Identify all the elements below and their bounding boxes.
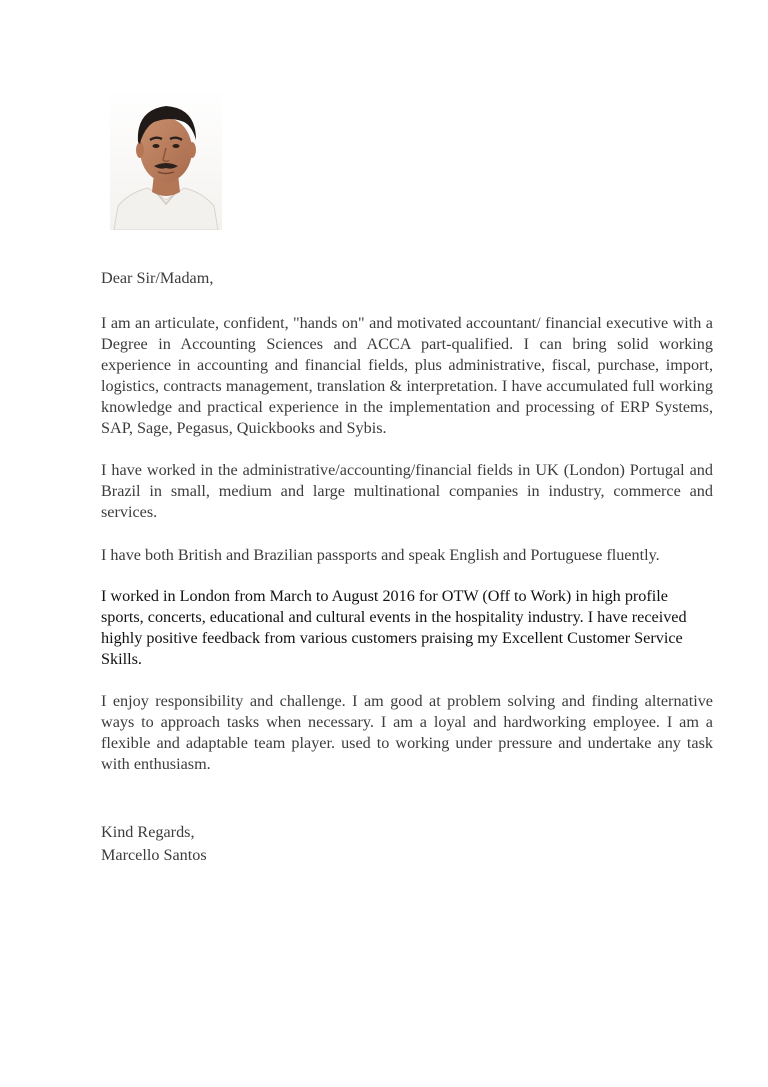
profile-photo <box>110 88 222 230</box>
paragraph-passports: I have both British and Brazilian passports and speak English and Portuguese fluently. <box>101 546 660 564</box>
portrait-image <box>110 88 222 230</box>
paragraph-profile: I am an articulate, confident, "hands on" and motivated accountant/ financial executive with a Degree in Accounting Sciences and ACCA part-qualified. I can bring solid working experience in accounting and financial fields, plus administrative, fiscal, purchase, import, logistics, contracts management, translation & interpretation. I have accumulated full working knowledge and practical experience in the implementation and processing of ERP Systems, SAP, Sage, Pegasus, Quickbooks and Sybis. <box>101 314 713 437</box>
paragraph-experience: I have worked in the administrative/accounting/financial fields in UK (London) Portugal and Brazil in small, medium and large multinational companies in industry, commerce and services. <box>101 461 713 521</box>
signature-name: Marcello Santos <box>101 846 207 864</box>
paragraph-personal-qualities: I enjoy responsibility and challenge. I am good at problem solving and finding alternative ways to approach tasks when necessary. I am a loyal and hardworking employee. I am a flexible and adaptable team player. used to working under pressure and undertake any task with enthusiasm. <box>101 692 713 773</box>
closing: Kind Regards, <box>101 823 195 841</box>
salutation: Dear Sir/Madam, <box>101 269 214 287</box>
letter-body <box>101 268 713 867</box>
paragraph-london-work: I worked in London from March to August 2016 for OTW (Off to Work) in high profile sports, concerts, educational and cultural events in the hospitality industry. I have received highly positive feedback from various customers praising my Excellent Customer Service Skills. <box>101 587 687 668</box>
